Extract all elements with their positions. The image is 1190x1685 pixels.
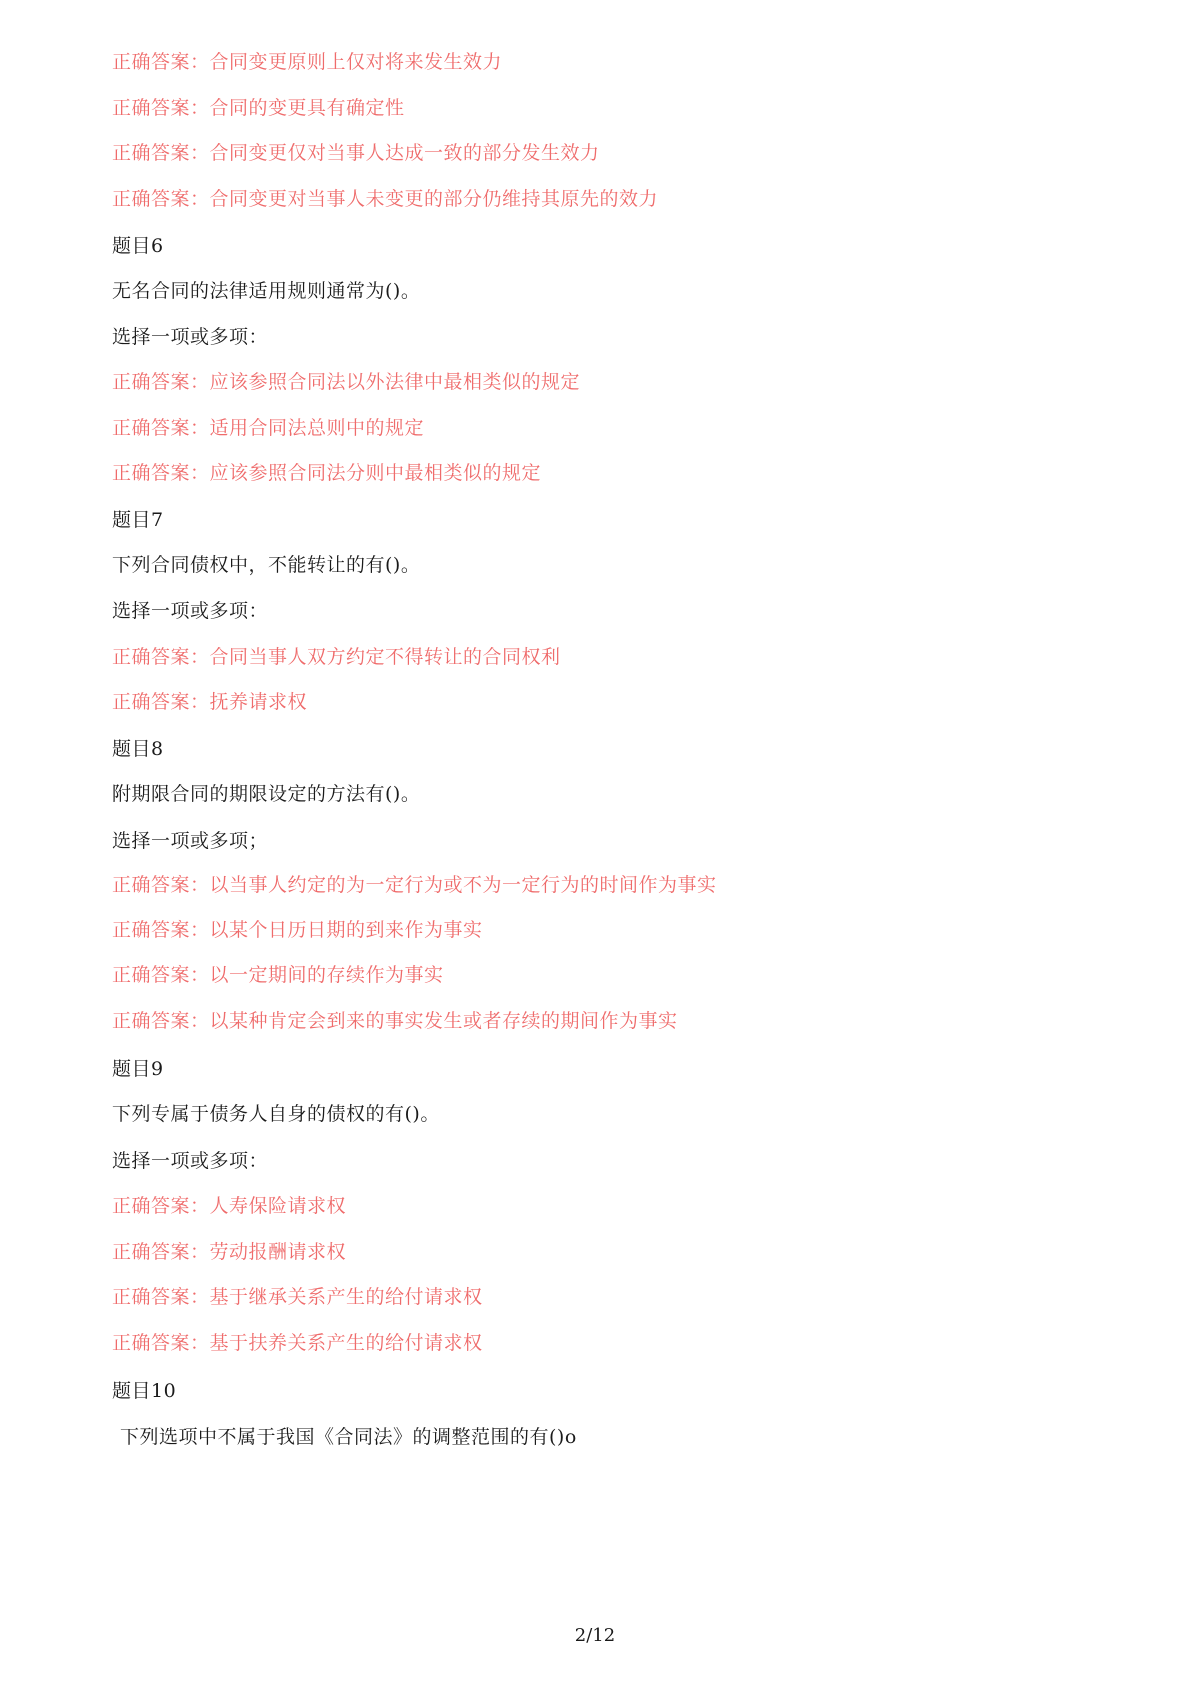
answer-prefix: 正确答案：: [112, 417, 210, 439]
answer-prefix: 正确答案：: [112, 964, 210, 986]
answer-line: [112, 1285, 483, 1309]
answer-prefix: 正确答案：: [112, 1286, 210, 1308]
answer-text: 劳动报酬请求权: [209, 1241, 347, 1263]
answer-line: [112, 873, 717, 897]
select-instruction: 选择一项或多项：: [112, 600, 269, 622]
question-number: 题目7: [112, 509, 164, 531]
answer-text: 以某个日历日期的到来作为事实: [209, 919, 483, 941]
answer-text: 人寿保险请求权: [209, 1195, 347, 1217]
answer-text: 合同变更原则上仅对将来发生效力: [209, 51, 503, 73]
answer-line: [112, 1194, 346, 1218]
answer-line: [112, 416, 424, 440]
question-number: 题目9: [112, 1058, 164, 1080]
answer-prefix: 正确答案：: [112, 371, 210, 393]
answer-prefix: 正确答案：: [112, 51, 210, 73]
answer-prefix: 正确答案：: [112, 462, 210, 484]
answer-prefix: 正确答案：: [112, 874, 210, 896]
answer-prefix: 正确答案：: [112, 97, 210, 119]
select-instruction: 选择一项或多项：: [112, 1150, 269, 1172]
answer-text: 应该参照合同法分则中最相类似的规定: [209, 462, 542, 484]
answer-line: [112, 141, 600, 165]
select-instruction: 选择一项或多项：: [112, 326, 269, 348]
answer-line: [112, 690, 307, 714]
answer-line: [112, 370, 580, 394]
answer-text: 以一定期间的存续作为事实: [209, 964, 444, 986]
answer-text: 合同当事人双方约定不得转让的合同权利: [209, 646, 561, 668]
answer-line: [112, 918, 483, 942]
question-number: 题目6: [112, 235, 164, 257]
answer-line: [112, 50, 502, 74]
answer-text: 合同变更仅对当事人达成一致的部分发生效力: [209, 142, 600, 164]
answer-text: 基于继承关系产生的给付请求权: [209, 1286, 483, 1308]
answer-line: [112, 187, 658, 211]
answer-line: [112, 1331, 483, 1355]
question-text: 下列专属于债务人自身的债权的有()。: [112, 1103, 440, 1125]
answer-prefix: 正确答案：: [112, 646, 210, 668]
answer-line: [112, 1009, 678, 1033]
answer-prefix: 正确答案：: [112, 142, 210, 164]
question-text: 无名合同的法律适用规则通常为()。: [112, 280, 421, 302]
answer-text: 以当事人约定的为一定行为或不为一定行为的时间作为事实: [209, 874, 717, 896]
answer-text: 适用合同法总则中的规定: [209, 417, 425, 439]
answer-prefix: 正确答案：: [112, 919, 210, 941]
select-instruction: 选择一项或多项；: [112, 830, 269, 852]
question-text: 下列选项中不属于我国《合同法》的调整范围的有()o: [120, 1426, 577, 1448]
question-number: 题目10: [112, 1380, 177, 1402]
answer-text: 合同变更对当事人未变更的部分仍维持其原先的效力: [209, 188, 659, 210]
answer-line: [112, 461, 541, 485]
answer-line: [112, 645, 561, 669]
answer-text: 应该参照合同法以外法律中最相类似的规定: [209, 371, 581, 393]
question-text: 附期限合同的期限设定的方法有()。: [112, 783, 421, 805]
answer-prefix: 正确答案：: [112, 1332, 210, 1354]
page-number: 2/12: [574, 1625, 616, 1646]
answer-text: 合同的变更具有确定性: [209, 97, 405, 119]
answer-prefix: 正确答案：: [112, 1241, 210, 1263]
answer-prefix: 正确答案：: [112, 691, 210, 713]
answer-text: 以某种肯定会到来的事实发生或者存续的期间作为事实: [209, 1010, 678, 1032]
question-number: 题目8: [112, 738, 164, 760]
question-text: 下列合同债权中，不能转让的有()。: [112, 554, 421, 576]
answer-prefix: 正确答案：: [112, 188, 210, 210]
answer-line: [112, 963, 444, 987]
answer-prefix: 正确答案：: [112, 1195, 210, 1217]
answer-prefix: 正确答案：: [112, 1010, 210, 1032]
answer-line: [112, 96, 405, 120]
answer-line: [112, 1240, 346, 1264]
answer-text: 抚养请求权: [209, 691, 308, 713]
answer-text: 基于扶养关系产生的给付请求权: [209, 1332, 483, 1354]
